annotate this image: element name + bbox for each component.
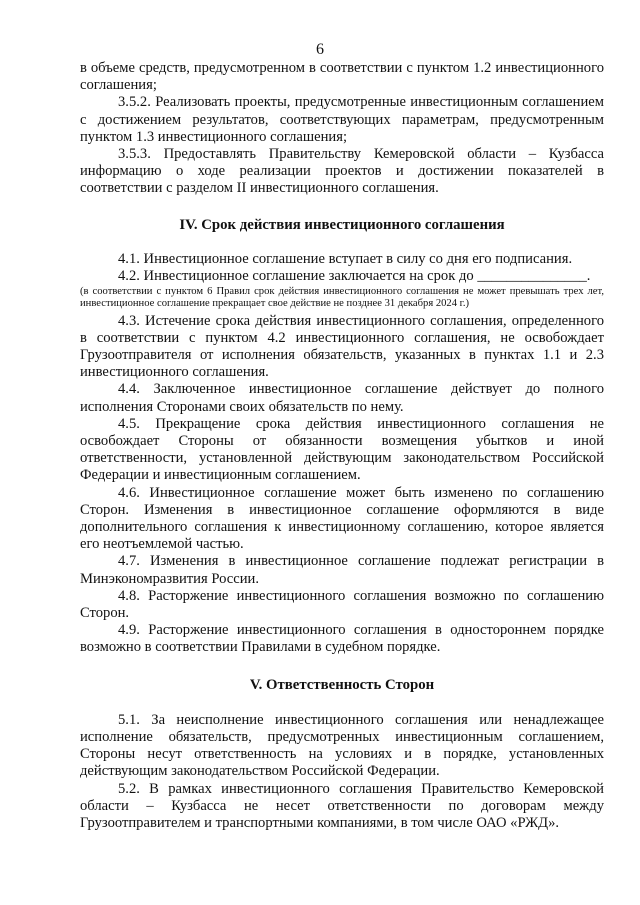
paragraph-5-2: 5.2. В рамках инвестиционного соглашения Правительство Кемеровской области – Кузбасса не несет ответственности по договорам между Грузоотправителем и транспортными компаниями, в том числе ОАО «РЖД».	[80, 780, 604, 831]
paragraph-4-9: 4.9. Расторжение инвестиционного соглашения в одностороннем порядке возможно в соответствии Правилами в судебном порядке.	[80, 622, 604, 656]
paragraph-4-6: 4.6. Инвестиционное соглашение может быть изменено по соглашению Сторон. Изменения в инвестиционное соглашение оформляются в виде дополнительного соглашения к инвестиционному соглашению, которое является его неотъемлемой частью.	[80, 484, 604, 553]
paragraph-4-1: 4.1. Инвестиционное соглашение вступает в силу со дня его подписания.	[118, 250, 573, 267]
paragraph-3-5-2: 3.5.2. Реализовать проекты, предусмотренные инвестиционным соглашением с достижением результатов, соответствующих параметрам, предусмотренным пунктом 1.3 инвестиционного соглашения;	[80, 94, 604, 145]
paragraph-4-2: 4.2. Инвестиционное соглашение заключается на срок до _______________.	[118, 267, 591, 284]
paragraph-4-7: 4.7. Изменения в инвестиционное соглашение подлежат регистрации в Минэкономразвития России.	[80, 553, 604, 587]
paragraph-4-8: 4.8. Расторжение инвестиционного соглашения возможно по соглашению Сторон.	[80, 587, 604, 622]
paragraph-4-3: 4.3. Истечение срока действия инвестиционного соглашения, определенного в соответствии с пунктом 4.2 инвестиционного соглашения, не освобождает Грузоотправителя от исполнения обязательств, указанных в пунктах 1.1 и 2.3 инвестиционного соглашения.	[80, 312, 604, 381]
section-v-heading: V. Ответственность Сторон	[249, 676, 435, 693]
paragraph-3-5-3: 3.5.3. Предоставлять Правительству Кемеровской области – Кузбасса информацию о ходе реализации проектов и достижении показателей в соответствии с разделом II инвестиционного соглашения.	[80, 146, 604, 197]
page-number: 6	[316, 41, 324, 58]
document-body	[80, 60, 604, 832]
paragraph-5-1: 5.1. За неисполнение инвестиционного соглашения или ненадлежащее исполнение обязательств, предусмотренных инвестиционным соглашением, Стороны несут ответственность на условиях и в порядке, установленных действующим законодательством Российской Федерации.	[80, 711, 604, 780]
section-iv-heading: IV. Срок действия инвестиционного соглашения	[179, 216, 505, 233]
paragraph-3-5-1-continued: в объеме средств, предусмотренном в соответствии с пунктом 1.2 инвестиционного соглашения;	[80, 60, 604, 94]
paragraph-4-5: 4.5. Прекращение срока действия инвестиционного соглашения не освобождает Стороны от обязанности возмещения убытков и иной ответственности, установленной действующим законодательством Российской Федерации и инвестиционным соглашением.	[80, 415, 604, 484]
paragraph-4-2-note: (в соответствии с пунктом 6 Правил срок действия инвестиционного соглашения не может превышать трех лет, инвестиционное соглашение прекращает свое действие не позднее 31 декабря 2024 г.)	[80, 286, 604, 310]
paragraph-4-4: 4.4. Заключенное инвестиционное соглашение действует до полного исполнения Сторонами своих обязательств по нему.	[80, 381, 604, 415]
